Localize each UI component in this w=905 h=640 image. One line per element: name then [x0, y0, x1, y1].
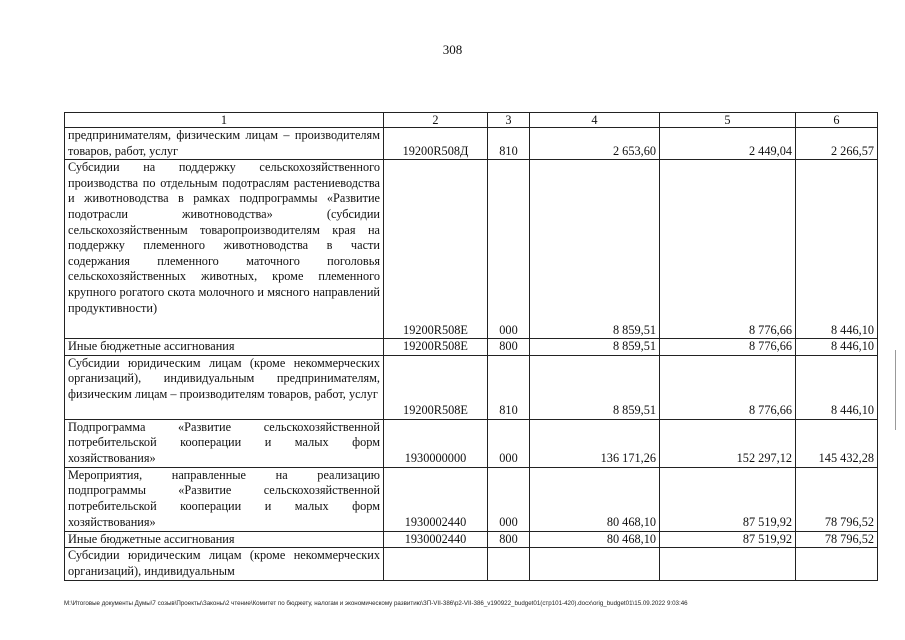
table-row [65, 531, 878, 548]
row-value-2: 152 297,12 [660, 419, 796, 467]
table-row [65, 160, 878, 339]
column-header: 3 [488, 113, 530, 128]
row-value-2: 8 776,66 [660, 355, 796, 419]
row-value-1: 8 859,51 [530, 355, 660, 419]
row-expense-type: 000 [488, 467, 530, 531]
budget-table [64, 112, 878, 581]
row-value-3: 8 446,10 [796, 160, 878, 339]
row-value-3: 2 266,57 [796, 128, 878, 160]
row-value-2: 8 776,66 [660, 339, 796, 356]
row-expense-type [488, 548, 530, 580]
row-target-code: 19200R508Д [384, 128, 488, 160]
scan-header-mark: · · · · · · · · · · · · [8, 0, 62, 3]
row-value-3: 145 432,28 [796, 419, 878, 467]
row-expense-type: 800 [488, 531, 530, 548]
row-value-3: 78 796,52 [796, 467, 878, 531]
row-value-2: 87 519,92 [660, 467, 796, 531]
row-value-1: 136 171,26 [530, 419, 660, 467]
row-expense-type: 000 [488, 419, 530, 467]
row-value-3 [796, 548, 878, 580]
row-value-3: 8 446,10 [796, 355, 878, 419]
table-row [65, 339, 878, 356]
table-row [65, 467, 878, 531]
column-header: 5 [660, 113, 796, 128]
column-header: 6 [796, 113, 878, 128]
column-header: 2 [384, 113, 488, 128]
row-value-1: 2 653,60 [530, 128, 660, 160]
table-row [65, 355, 878, 419]
row-expense-type: 810 [488, 355, 530, 419]
column-header: 1 [65, 113, 384, 128]
row-target-code: 19200R508Е [384, 339, 488, 356]
row-value-2: 87 519,92 [660, 531, 796, 548]
page-number: 308 [442, 42, 463, 57]
row-expense-type: 000 [488, 160, 530, 339]
table-row [65, 128, 878, 160]
row-name: Субсидии юридическим лицам (кроме некоммерческих организаций), индивидуальным [65, 548, 384, 580]
row-value-2: 8 776,66 [660, 160, 796, 339]
row-value-1: 8 859,51 [530, 339, 660, 356]
row-target-code: 1930000000 [384, 419, 488, 467]
row-value-3: 78 796,52 [796, 531, 878, 548]
row-value-1: 8 859,51 [530, 160, 660, 339]
row-value-1: 80 468,10 [530, 467, 660, 531]
row-target-code: 19200R508Е [384, 355, 488, 419]
row-value-3: 8 446,10 [796, 339, 878, 356]
row-target-code: 1930002440 [384, 531, 488, 548]
row-name: Субсидии юридическим лицам (кроме некоммерческих организаций), индивидуальным предпринимателям, физическим лицам – производителям товаров, работ, услуг [65, 355, 384, 419]
table-row [65, 419, 878, 467]
row-name: Иные бюджетные ассигнования [65, 339, 384, 356]
row-target-code [384, 548, 488, 580]
row-target-code: 19200R508Е [384, 160, 488, 339]
row-value-2: 2 449,04 [660, 128, 796, 160]
row-value-2 [660, 548, 796, 580]
row-expense-type: 810 [488, 128, 530, 160]
scan-edge-line [895, 350, 896, 430]
column-header: 4 [530, 113, 660, 128]
row-expense-type: 800 [488, 339, 530, 356]
row-name: Мероприятия, направленные на реализацию подпрограммы «Развитие сельскохозяйственной потребительской кооперации и малых форм хозяйствования» [65, 467, 384, 531]
table-row [65, 548, 878, 580]
table-header-row [65, 113, 878, 128]
row-target-code: 1930002440 [384, 467, 488, 531]
row-name: Субсидии на поддержку сельскохозяйственного производства по отдельным подотраслям растениеводства и животноводства в рамках подпрограммы «Развитие подотрасли животноводства» (субсидии сельскохозяйственным товаропроизводителям края на поддержку племенного животноводства в части содержания племенного маточного поголовья сельскохозяйственных животных, кроме племенного крупного рогатого скота молочного и мясного направлений продуктивности) [65, 160, 384, 339]
row-value-1 [530, 548, 660, 580]
document-footer-path: M:\Итоговые документы Думы\7 созыв\Проекты\Законы\2 чтение\Комитет по бюджету, налогам и экономическому развитию\ЗП-VII-386\р2-VII-386_v190922_budget01(стр101-420).docx\orig_budget01\15.09.2022 9:03:46 [64, 600, 688, 607]
row-name: Подпрограмма «Развитие сельскохозяйственной потребительской кооперации и малых форм хозяйствования» [65, 419, 384, 467]
row-name: предпринимателям, физическим лицам – производителям товаров, работ, услуг [65, 128, 384, 160]
row-value-1: 80 468,10 [530, 531, 660, 548]
row-name: Иные бюджетные ассигнования [65, 531, 384, 548]
